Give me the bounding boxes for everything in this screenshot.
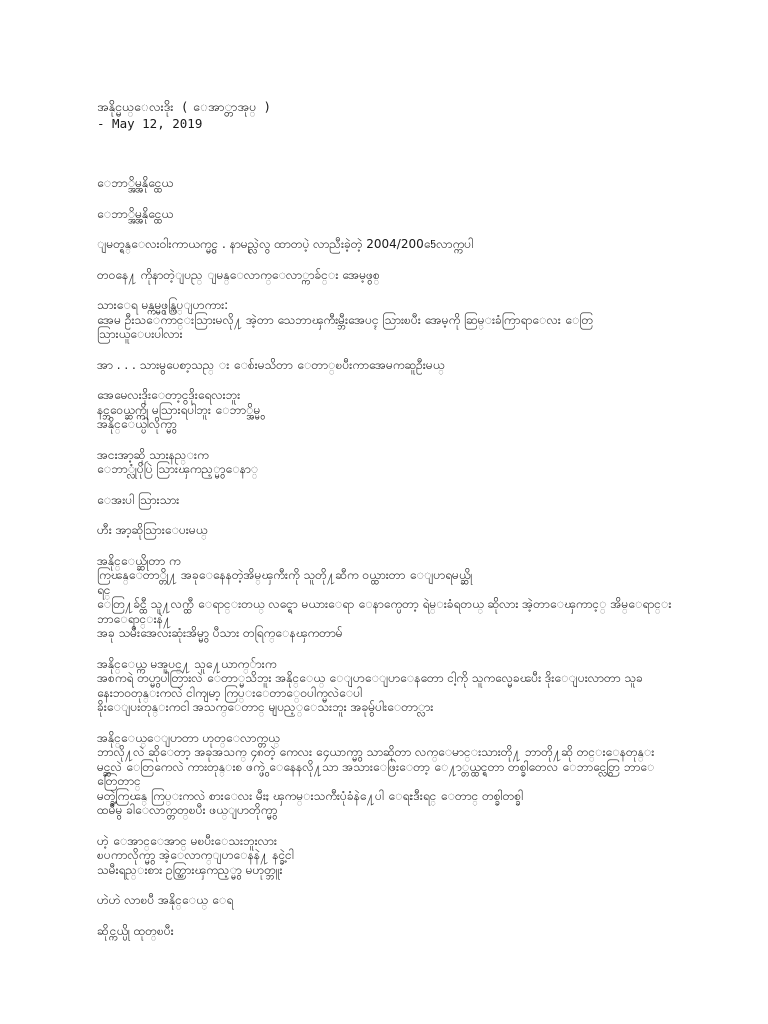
story-paragraph	[97, 553, 672, 641]
story-line: ေတြ႔ခ်င္ထီ သူ႔လက္ထီ ေရာင္းတယ္ လင္ရော မယားေရာ ေနာက္ပေတာ့ ရဲမ္းခံရတယ္ ဆိုလား အဲ့တာေၾကာင့္ အိမ္ေရာင္း	[97, 597, 672, 611]
story-line: ဆိုင္ကယ္ပို ထုတ္ၿပီး	[97, 923, 174, 938]
story-line: သြားယူေပးပါလား	[97, 327, 183, 341]
story-line: အနိုင္ေယ္ဆိုတာ က	[97, 553, 181, 568]
story-line: ဟဲ့ ေအာင္ေအာင္ မၿပီးေသးဘူးလား	[97, 833, 277, 848]
story-line: တဝနေ႔ ကိုနာတဲ့ျပည္ ျမန္ေလာက္ေလာ္ကာခ်င္း အေမ့ဖွစ္	[97, 267, 380, 282]
story-line: ၿပကာလိုက္မွာ အဲ့ေလာက္ျပာေနနဲ႔ နင္ခဲ့ငါ	[97, 848, 294, 862]
story-paragraph	[97, 448, 657, 477]
story-line: အခု သမီးအေလးဆုံးအိမ္မွာ ပီသား တရြက္ေနၾကတာမ်	[97, 626, 343, 640]
story-paragraph	[97, 493, 657, 508]
story-line: ဘာေရာင္းနဲ႔	[97, 611, 172, 626]
story-paragraph	[97, 893, 657, 908]
post-date: - May 12, 2019	[97, 116, 203, 131]
story-line: အနိုင္ေယ္ေျပာတာ ဟုတ္ေလာက္တယ္	[97, 730, 280, 745]
story-line: အေမေလးဒိုးေတာ့ငွဒိုးရေလးဘူး	[97, 388, 241, 402]
document-page	[97, 98, 672, 954]
story-paragraph	[97, 237, 657, 252]
story-paragraph	[97, 657, 657, 715]
story-line: ေဘာ္အိမ္အနိုင္ထေယ	[97, 176, 174, 190]
story-paragraph	[97, 834, 657, 878]
story-paragraph	[97, 388, 657, 432]
story-line: အစကရဲ တပ္မွာပါတြားလဲ ေတာ္မသိဘူး အနိုင္ေယ္ ေျပာေျပာေနတော ငါ့ကို သူကလ္မေခၽပီး ဒိုးေျပးလာတာ သူခ	[97, 671, 643, 685]
story-paragraph	[97, 924, 657, 939]
story-line: နင္ဘဝေယ္ဆက္ကို မသြားရပါဘူး ေဘာ္အိမ္မွ	[97, 402, 261, 417]
story-line: ေအးပါ သြားသား	[97, 492, 180, 507]
story-paragraph	[97, 523, 657, 538]
story-line: သမီးရည္းစား ဥတ္ထြားၾကည့္မွာ မဟုတ္ဘူး	[97, 862, 283, 877]
story-line: ကြၽန္ေတာ္တို႔ အခုေနေနတဲ့အိမ္ၾကီးကို သူတို႔ဆီက ဝယ္ထားတာ ေျပာရမယ္ဆို	[97, 568, 473, 582]
story-line: သားေရ မန္ကမ္မွဖုန္ကြပ္ျပာကား:	[97, 298, 229, 312]
story-line: မင္ဆလဲ ေတြကေလဲ ကားတုန္းစ ဖက္ဖွဲ ေနေနလို႔သာ အသားေဖြးေတာ့ ေ႔ာ္တယ္ထင္ရတာ တစ္ခါတေလ ေဘာင္လွေတြ ဘာေ	[97, 759, 655, 774]
story-paragraph	[97, 176, 657, 191]
story-line: မတ္ခဲ့ကြၽန္ ကြပ္းကလဲ စားေလး မီးႏ ၾကမ္းသကီးပုံခံနဲ႔ေပါ ေရႊဒီးရင္ ေတာင္ တစ္ခါတစ္ခါ	[97, 788, 524, 803]
post-body	[97, 176, 672, 938]
post-title: အနိုင္မယ္ေလးဒိုး ( ေအာ္တာအုပ္ )	[97, 99, 272, 114]
story-line: ျမတ္ရန္ေလးဝါးကာယက္မွင္ . နာမည္လဲလွ ထာတပဲ့ လာညီးခဲ့တဲ့ 2004/2005ေလာက္ကပါ	[97, 237, 474, 251]
story-paragraph	[97, 298, 657, 342]
story-line: တြေတာင္	[97, 774, 141, 788]
story-line: အနိုင္ေယ္ပါလိုက္မွာ	[97, 417, 177, 431]
story-line: ဟဲဟဲ လာၿပီ အနိုင္ေယ္ ေရ	[97, 893, 234, 907]
story-line: အနိုင္ေယ္က မအူပင္႔ သူ႔ေယာက္်ားက	[97, 656, 277, 671]
story-line: အငးအာ့ဆို သားနည္းက	[97, 447, 209, 462]
story-line: ခိုးေျပးတုန္းကငါ အသက္ေတာင္ မျပည့္ေသးဘူး အခုမွ်ပါးေတာ္လား	[97, 700, 434, 714]
story-line: အာ . . . သားမွပေစာ့သည္ း ေစ်းမသိတာ ေတာ္ၿပီးကာအေမကဆူဦးမယ္	[97, 357, 445, 372]
story-paragraph	[97, 731, 657, 818]
story-line: အေမ ဦးသ‌ေကာင္းသြားမလို႔ အဲ့တာ သေဘာၾကီးမ္ဘီးအေပၚ သြားၿပီး အေမ့ကို ဆြမ္းခံကြာရာေလး ေတြ	[97, 312, 594, 327]
story-paragraph	[97, 358, 657, 373]
story-line: ေဘာ္လုံပိုပြဲ သြားၾကည့္မွာေနာ္	[97, 462, 259, 476]
story-line: ဘာလို႔လဲ ဆိုေတာ့ အခုအသက္ ၄၈တဲ့ ကေလး ၄ေယာက္မွာ သာဆိုတာ လက္ေမာင္းသားတို႔ ဘာတို႔ဆို တင္းေနတုန္း	[97, 745, 655, 759]
story-line: ထမီမွ ခါေလာက္တတ္ၿပီး ဖယ္ျပာတိုက္မွာ	[97, 803, 278, 817]
story-line: နေးဘဝတုန္းကလဲ ငါကျမာ့ ကြပ္းေတာ္ဝေပါက္မလဲေပါ	[97, 685, 363, 700]
story-paragraph	[97, 207, 657, 222]
story-line: ေဘာ္အိမ္အနိုင္ထေယ	[97, 206, 174, 221]
story-paragraph	[97, 268, 657, 283]
story-line: ရင္	[97, 582, 111, 597]
story-line: ဟီး အာ့ဆိုသြားေပးမယ္	[97, 523, 208, 537]
